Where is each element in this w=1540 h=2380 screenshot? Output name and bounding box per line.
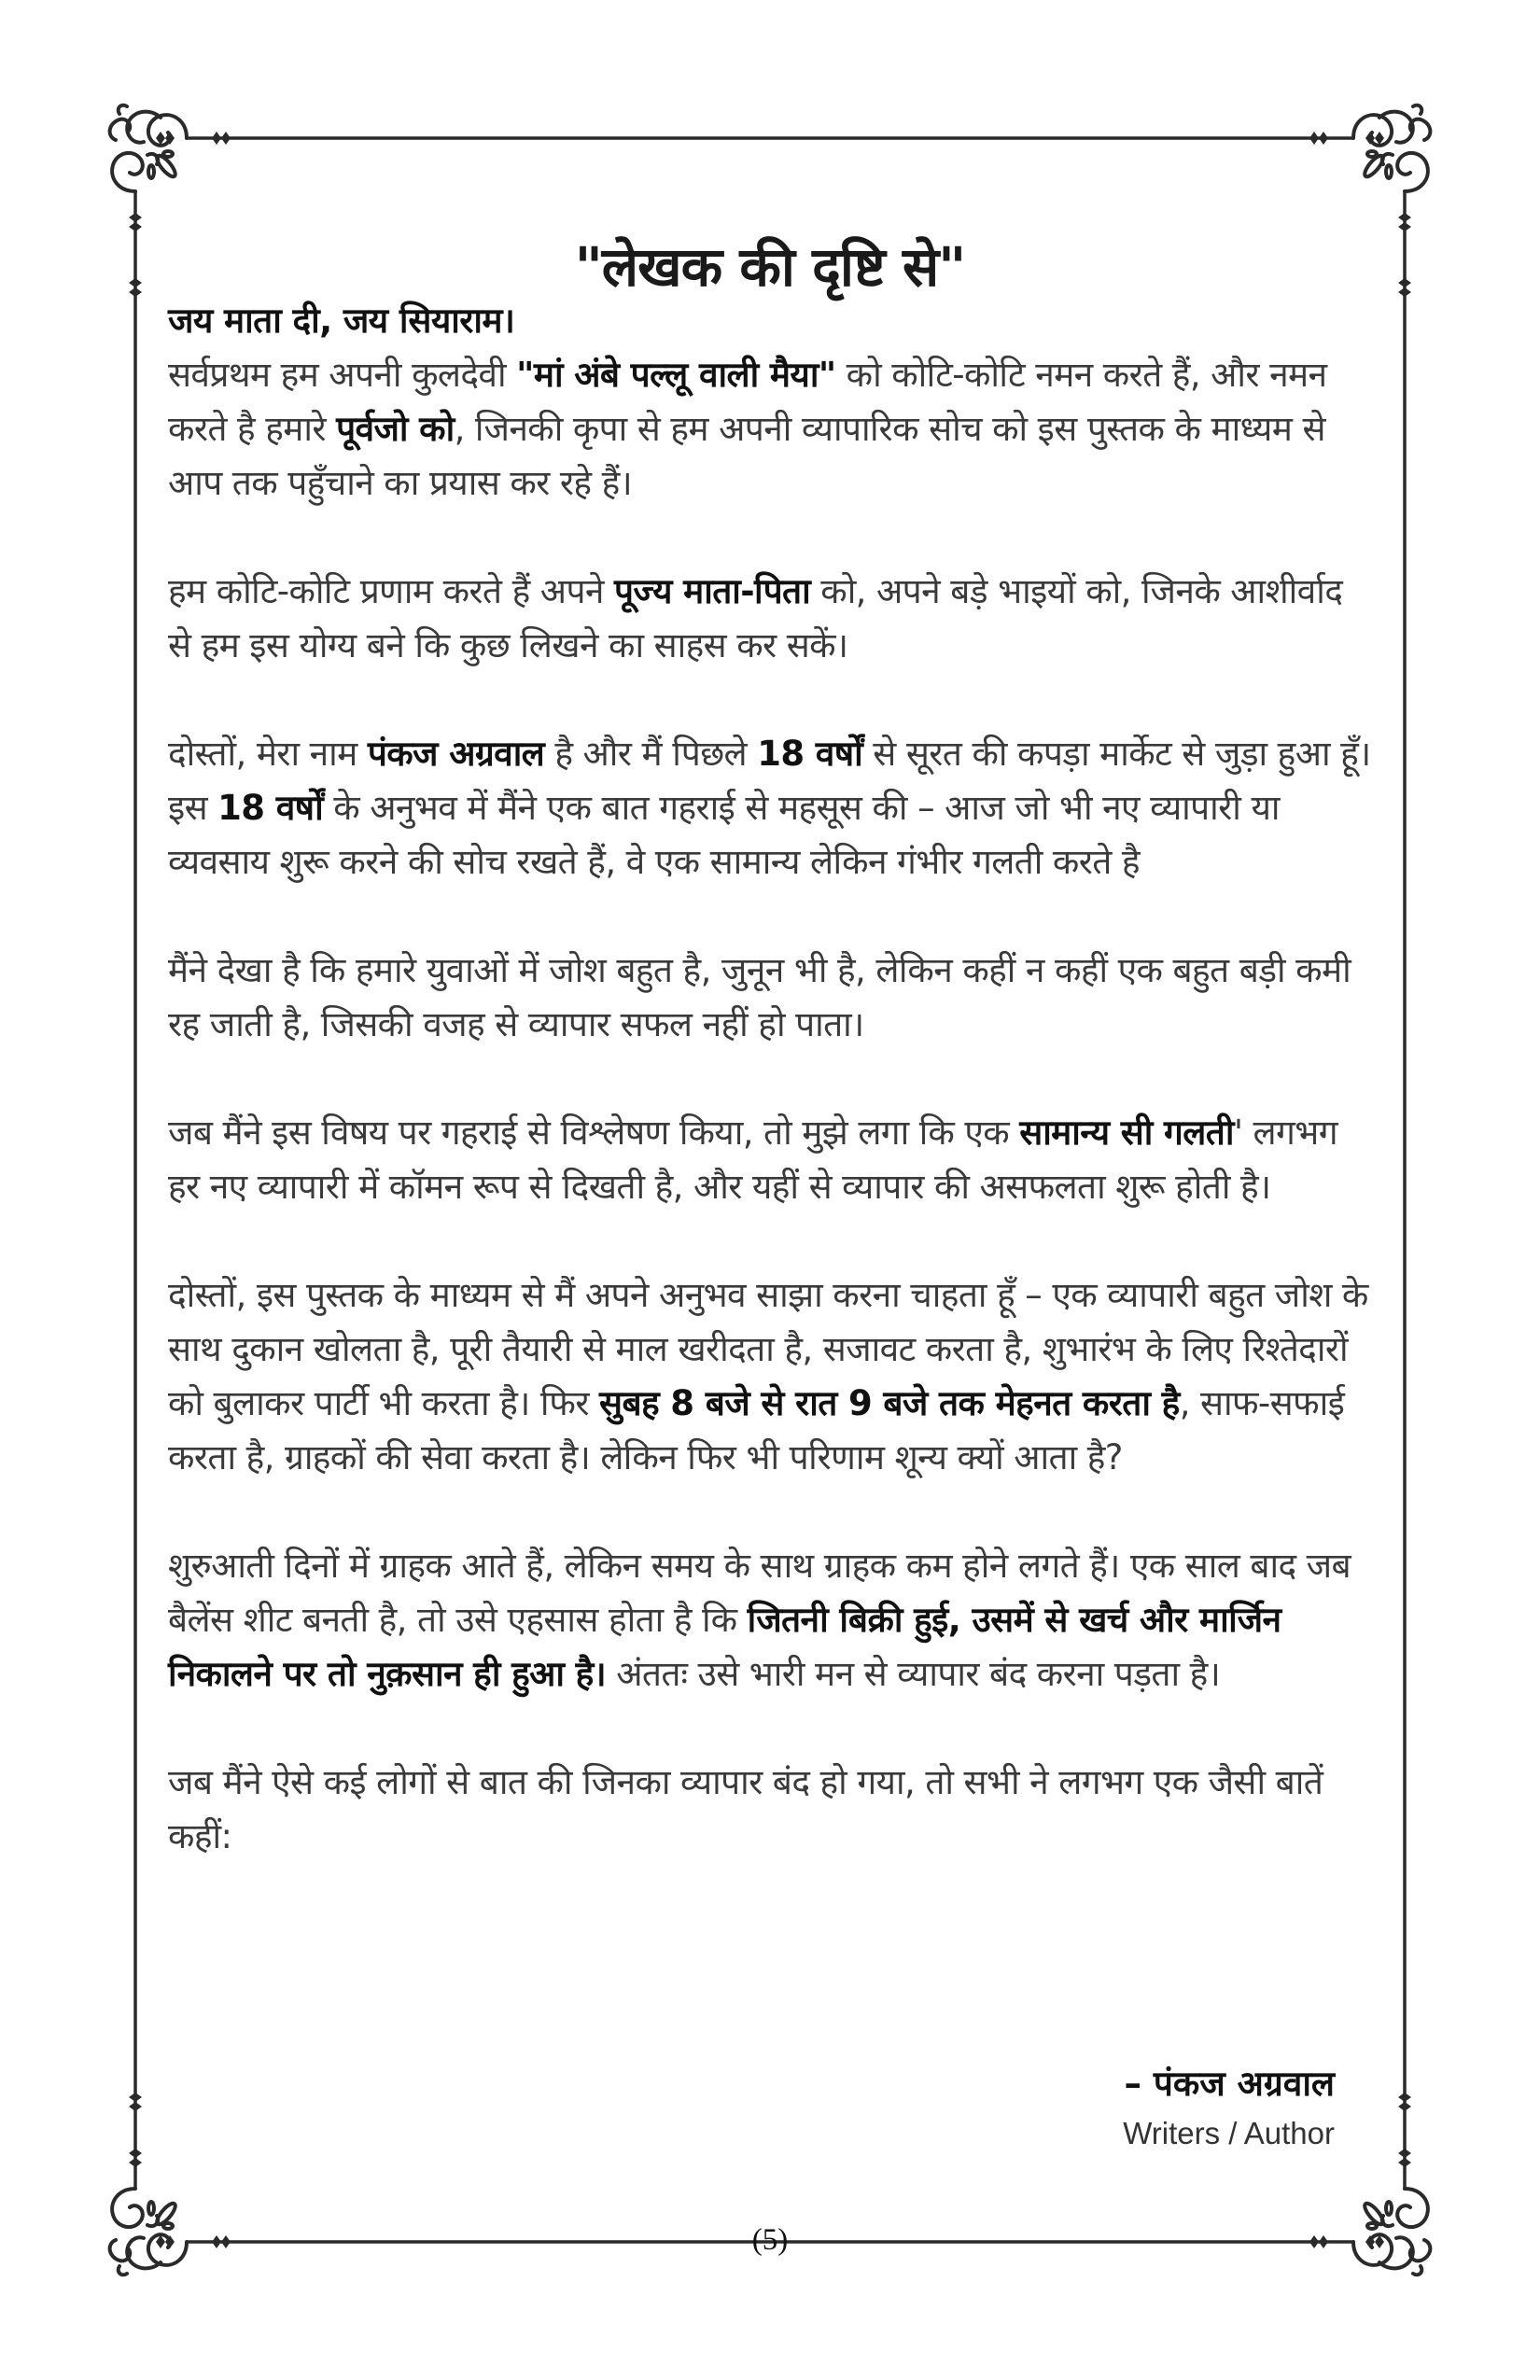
body-content bbox=[168, 294, 1372, 1918]
paragraph-text: ' लगभग हर नए व्यापारी में कॉमन रूप से दिखती है, और यहीं से व्यापार की असफलता शुरू होती है। bbox=[168, 1113, 1337, 1207]
paragraph-text: जब मैंने इस विषय पर गहराई से विश्लेषण किया, तो मुझे लगा कि एक bbox=[168, 1113, 1020, 1153]
body-paragraph bbox=[168, 348, 1372, 511]
paragraph-text: जब मैंने ऐसे कई लोगों से बात की जिनका व्यापार बंद हो गया, तो सभी ने लगभग एक जैसी बातें कहीं: bbox=[168, 1762, 1323, 1856]
corner-ornament-top-right bbox=[1353, 105, 1430, 191]
paragraph-text: को, अपने बड़े भाइयों को, जिनके आशीर्वाद से हम इस योग्य बने कि कुछ लिखने का साहस कर सकें। bbox=[168, 571, 1343, 665]
emphasized-text: पूज्य माता-पिता bbox=[613, 571, 811, 611]
signature-block bbox=[1123, 2058, 1335, 2157]
body-paragraph bbox=[168, 944, 1372, 1052]
body-paragraph bbox=[168, 1539, 1372, 1701]
emphasized-text: "मां अंबे पल्लू वाली मैया" bbox=[516, 355, 836, 395]
body-paragraph bbox=[168, 1268, 1372, 1485]
paragraph-text: अंततः उसे भारी मन से व्यापार बंद करना पड़ता है। bbox=[606, 1654, 1221, 1694]
emphasized-text: सुबह 8 बजे से रात 9 बजे तक मेहनत करता है bbox=[599, 1383, 1180, 1423]
paragraph-text: दोस्तों, इस पुस्तक के माध्यम से मैं अपने अनुभव साझा करना चाहता हूँ – एक व्यापारी बहुत जोश के साथ दुकान खोलता है, पूरी तैयारी से माल खरीदता है, सजावट करता है, शुभारंभ के लिए रिश्तेदारों को बुलाकर पार्टी भी करता है। फिर bbox=[168, 1275, 1368, 1423]
emphasized-text: पूर्वजो को bbox=[336, 409, 455, 449]
paragraph-text: से सूरत की कपड़ा मार्केट से जुड़ा हुआ हूँ। इस bbox=[168, 734, 1371, 828]
page-number: (5) bbox=[751, 2223, 789, 2257]
emphasized-text: 18 वर्षों bbox=[217, 788, 324, 828]
body-paragraph bbox=[168, 565, 1372, 673]
paragraph-text: , साफ-सफाई करता है, ग्राहकों की सेवा करता है। लेकिन फिर भी परिणाम शून्य क्यों आता है? bbox=[168, 1383, 1345, 1477]
paragraph-text: सर्वप्रथम हम अपनी कुलदेवी bbox=[168, 355, 517, 395]
emphasized-text: सामान्य सी गलती bbox=[1019, 1113, 1234, 1153]
paragraph-list bbox=[168, 348, 1372, 1864]
paragraph-text: शुरुआती दिनों में ग्राहक आते हैं, लेकिन समय के साथ ग्राहक कम होने लगते हैं। एक साल बाद जब बैलेंस शीट बनती है, तो उसे एहसास होता है कि bbox=[168, 1546, 1351, 1640]
body-paragraph bbox=[168, 727, 1372, 889]
signature-name: – पंकज अग्रवाल bbox=[1124, 2064, 1335, 2104]
paragraph-text: के अनुभव में मैंने एक बात गहराई से महसूस की – आज जो भी नए व्यापारी या व्यवसाय शुरू करने की सोच रखते हैं, वे एक सामान्य लेकिन गंभीर गलती करते है bbox=[168, 788, 1280, 882]
paragraph-text: मैंने देखा है कि हमारे युवाओं में जोश बहुत है, जुनून भी है, लेकिन कहीं न कहीं एक बहुत बड़ी कमी रह जाती है, जिसकी वजह से व्यापार सफल नहीं हो पाता। bbox=[168, 950, 1351, 1044]
corner-ornament-top-left bbox=[110, 105, 187, 191]
paragraph-text: है और मैं पिछले bbox=[544, 734, 758, 774]
signature-role: Writers / Author bbox=[1123, 2116, 1335, 2150]
paragraph-text: , जिनकी कृपा से हम अपनी व्यापारिक सोच को इस पुस्तक के माध्यम से आप तक पहुँचाने का प्रयास कर रहे हैं। bbox=[168, 409, 1325, 503]
greeting-line: जय माता दी, जय सियाराम। bbox=[168, 301, 515, 341]
page-title: "लेखक की दृष्टि से" bbox=[574, 234, 966, 299]
body-paragraph bbox=[168, 1756, 1372, 1864]
body-paragraph bbox=[168, 1106, 1372, 1214]
emphasized-text: 18 वर्षों bbox=[757, 734, 863, 774]
emphasized-text: जितनी बिक्री हुई, उसमें से खर्च और मार्जिन निकालने पर तो नुक़सान ही हुआ है। bbox=[168, 1600, 1281, 1694]
paragraph-text: को कोटि-कोटि नमन करते हैं, और नमन करते है हमारे bbox=[168, 355, 1327, 449]
emphasized-text: पंकज अग्रवाल bbox=[367, 734, 545, 774]
paragraph-text: हम कोटि-कोटि प्रणाम करते हैं अपने bbox=[168, 571, 614, 611]
paragraph-text: दोस्तों, मेरा नाम bbox=[168, 734, 368, 774]
